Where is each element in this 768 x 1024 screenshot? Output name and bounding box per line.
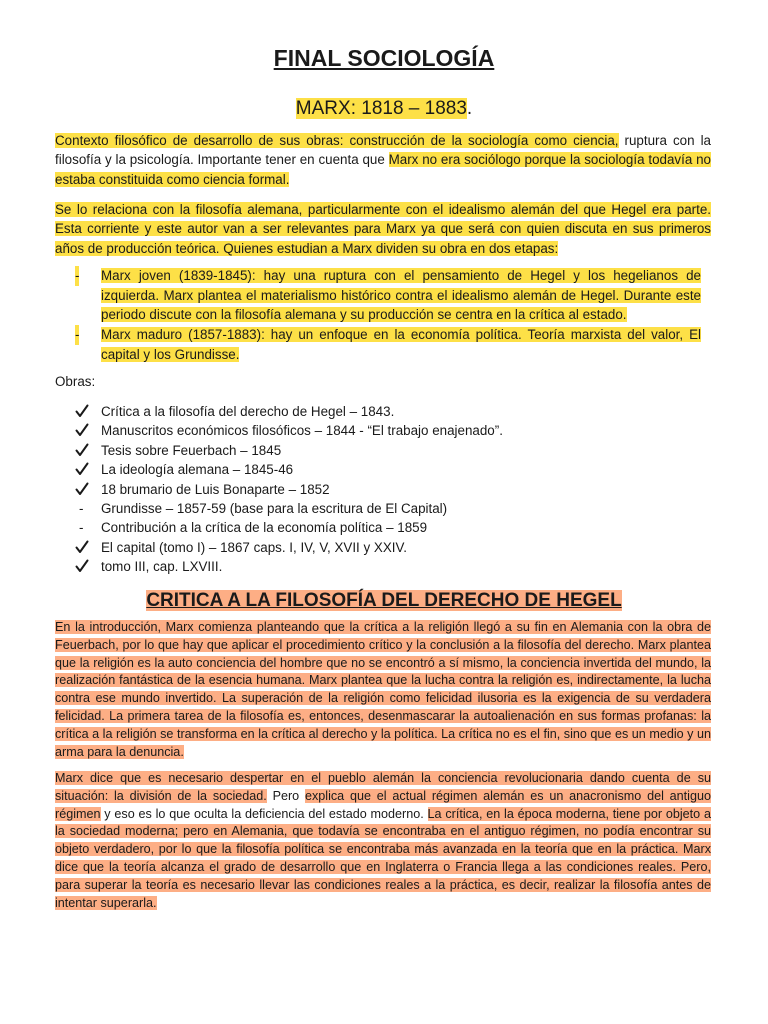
work-item: [55, 441, 715, 460]
work-title: Grundisse – 1857-59 (base para la escritura de El Capital): [101, 501, 448, 516]
obras-label: Obras:: [55, 374, 96, 389]
section-paragraph-2: Marx dice que es necesario despertar en el pueblo alemán la conciencia revolucionaria dando cuenta de su situación: la división de la sociedad. Pero explica que el actual régimen alemán es un anacronismo del antiguo régimen y eso es lo que oculta la deficiencia del estado moderno. La crítica, en la época moderna, tiene por objeto a la sociedad moderna; pero en Alemania, que todavía se encontraba en el antiguo régimen, no podía encontrar su objeto verdadero, por lo que la filosofía política se encontraba más avanzada en la teoría que en la práctica. Marx dice que la teoría alcanza el grado de desarrollo que en Inglaterra o Francia llega a las condiciones reales. Pero, para superar la teoría es necesario llevar las condiciones reales a la práctica, es decir, realizar la filosofía antes de intentar superarla.: [55, 771, 711, 910]
stage-text: Marx maduro (1857-1883): hay un enfoque en la economía política. Teoría marxista del valor, El capital y los Grundisse.: [101, 327, 701, 362]
work-title: Tesis sobre Feuerbach – 1845: [101, 442, 282, 458]
checkmark-icon: [75, 538, 95, 557]
checkmark-icon: [75, 460, 95, 479]
checkmark-icon: [75, 557, 95, 576]
work-title: tomo III, cap. LXVIII.: [101, 559, 223, 575]
section-paragraph-1: En la introducción, Marx comienza planteando que la crítica a la religión llegó a su fin en Alemania con la obra de Feuerbach, por lo que hay que aplicar el procedimiento crítico y la conclusión a la filosofía del derecho. Marx plantea que la religión es la auto conciencia del hombre que no se encontró a sí mismo, la conciencia invertida del mundo, la realización fantástica de la esencia humana. Marx plantea que la lucha contra la religión es, indirectamente, la lucha contra ese mundo invertido. La superación de la religión como felicidad ilusoria es la exigencia de su verdadera felicidad. La primera tarea de la filosofía es, entonces, desenmascarar la autoalienación en sus formas profanas: la crítica a la religión se transforma en la crítica al derecho y la política. La crítica no es el fin, sino que es un medio y un arma para la denuncia.: [55, 620, 711, 759]
subtitle-period: .: [466, 98, 473, 119]
work-item: [55, 480, 715, 499]
work-item: [55, 421, 715, 440]
work-item: [55, 538, 715, 557]
bullet-dash: -: [75, 325, 79, 345]
work-title: La ideología alemana – 1845-46: [101, 462, 294, 478]
work-item: [55, 499, 715, 518]
intro-paragraph-2: Se lo relaciona con la filosofía alemana, particularmente con el idealismo alemán del que Hegel era parte. Esta corriente y este autor van a ser relevantes para Marx ya que será con quien discuta en sus primeros años de producción teórica. Quienes estudian a Marx dividen su obra en dos etapas:: [55, 202, 711, 256]
work-title: El capital (tomo I) – 1867 caps. I, IV, V, XVII y XXIV.: [101, 539, 407, 555]
work-item: [55, 518, 715, 537]
stage-text: Marx joven (1839-1845): hay una ruptura con el pensamiento de Hegel y los hegelianos de izquierda. Marx plantea el materialismo histórico contra el idealismo alemán de Hegel. Durante este periodo discute con la filosofía alemana y su producción se centra en la crítica al estado.: [101, 268, 701, 323]
intro-paragraph-1: Contexto filosófico de desarrollo de sus obras: construcción de la sociología como ciencia, ruptura con la filosofía y la psicología. Importante tener en cuenta que Marx no era sociólogo porque la sociología todavía no estaba constituida como ciencia formal.: [55, 133, 711, 187]
bullet-dash: -: [75, 266, 79, 286]
bullet-dash: -: [79, 520, 84, 536]
checkmark-icon: [75, 441, 95, 460]
bullet-dash: -: [79, 501, 84, 516]
checkmark-icon: [75, 402, 95, 421]
document-subtitle: [0, 98, 768, 120]
work-item: [55, 402, 715, 421]
document-title: FINAL SOCIOLOGÍA: [273, 45, 495, 71]
work-title: Contribución a la crítica de la economía política – 1859: [101, 520, 428, 536]
checkmark-icon: [75, 421, 95, 440]
section-title: CRITICA A LA FILOSOFÍA DEL DERECHO DE HEGEL: [146, 590, 622, 611]
work-title: Manuscritos económicos filosóficos – 1844 - “El trabajo enajenado”.: [101, 423, 503, 439]
subtitle-text: MARX: 1818 – 1883: [295, 98, 467, 119]
work-item: [55, 460, 715, 479]
checkmark-icon: [75, 480, 95, 499]
work-item: [55, 557, 715, 576]
work-title: Crítica a la filosofía del derecho de Hegel – 1843.: [101, 404, 395, 419]
work-title: 18 brumario de Luis Bonaparte – 1852: [101, 481, 330, 497]
